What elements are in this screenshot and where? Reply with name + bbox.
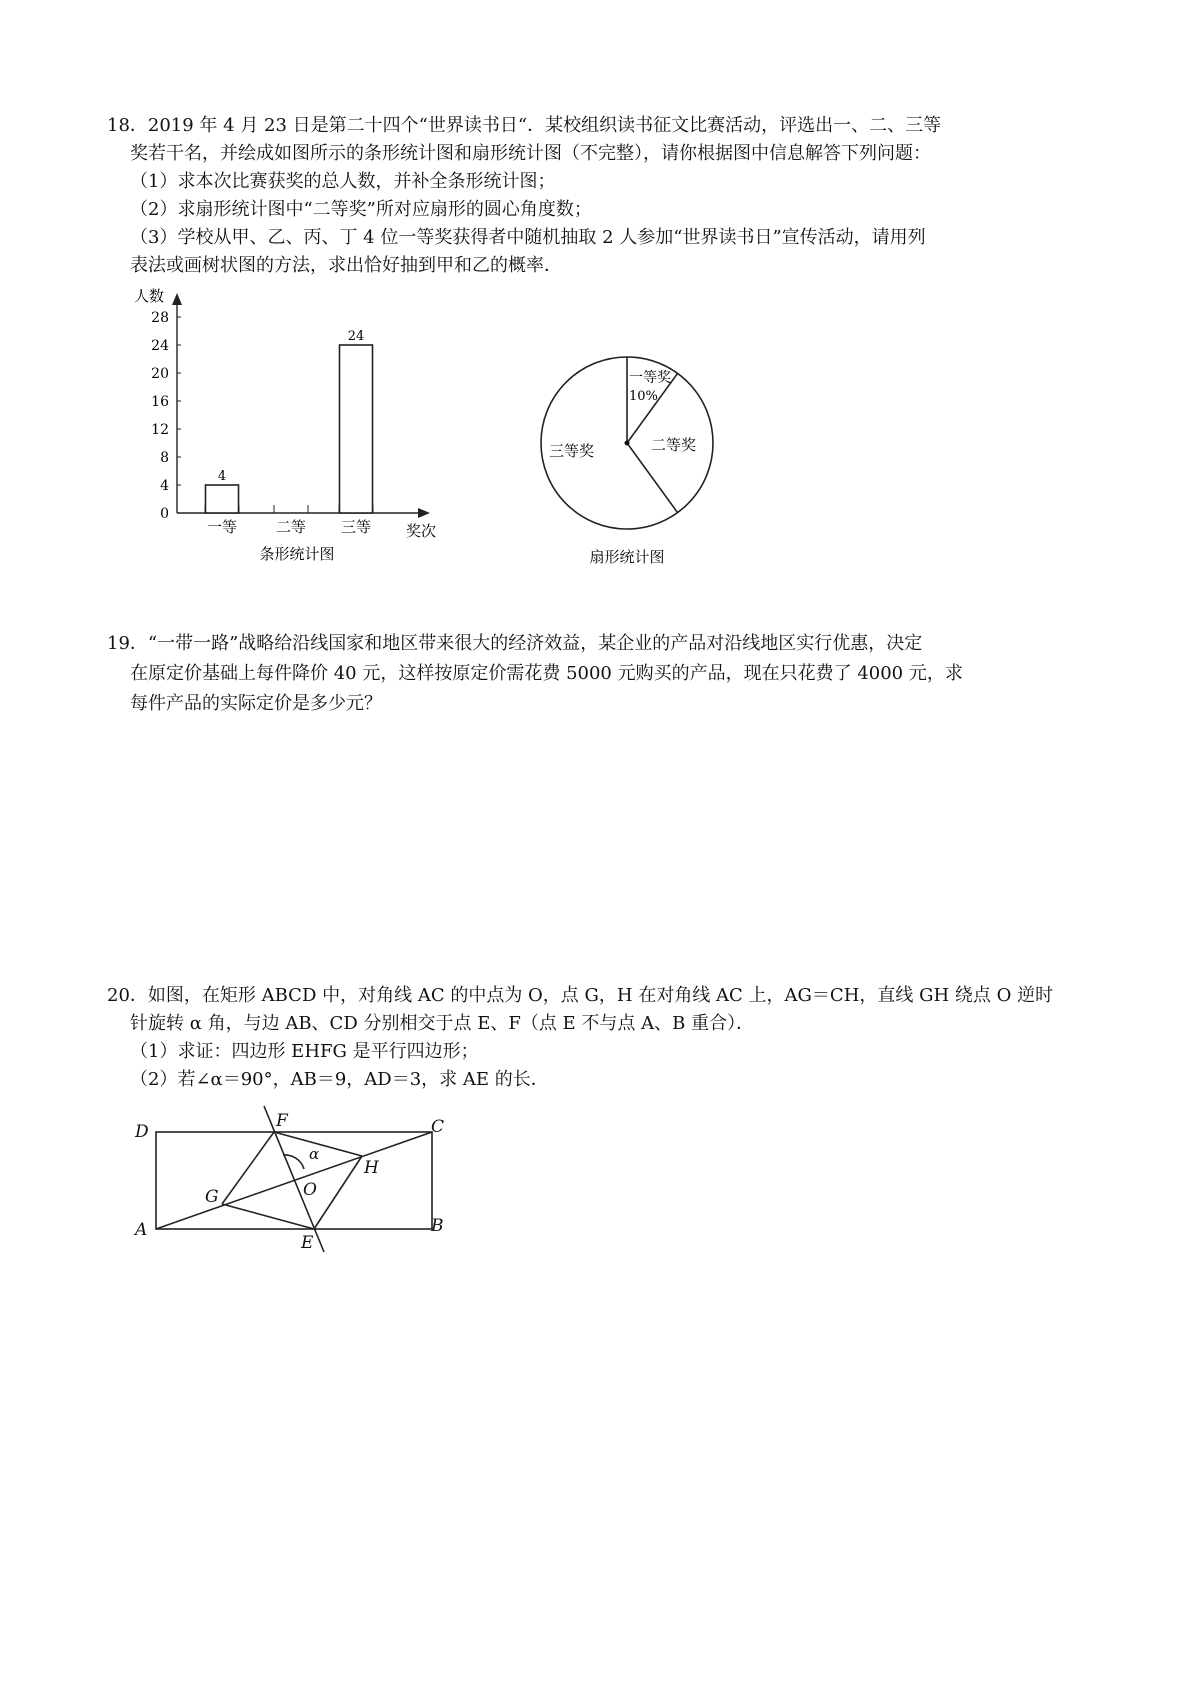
pie-chart-caption: 扇形统计图 bbox=[589, 548, 665, 566]
q20-part-2: （2）若∠α＝90°，AB＝9，AD＝3，求 AE 的长． bbox=[130, 1069, 549, 1090]
segment-gf bbox=[222, 1132, 274, 1204]
bar-chart-caption: 条形统计图 bbox=[259, 545, 335, 563]
q18-part-2: （2）求扇形统计图中“二等奖”所对应扇形的圆心角度数； bbox=[130, 199, 592, 220]
pie-percent-first: 10% bbox=[629, 389, 658, 404]
q19-line-3: 每件产品的实际定价是多少元？ bbox=[130, 693, 382, 714]
q20-part-1: （1）求证：四边形 EHFG 是平行四边形； bbox=[130, 1041, 479, 1062]
q19-line-1: 19．“一带一路”战略给沿线国家和地区带来很大的经济效益，某企业的产品对沿线地区实行优惠，决定 bbox=[107, 633, 923, 654]
y-tick-label: 28 bbox=[151, 310, 169, 326]
bar-data-label: 4 bbox=[217, 469, 227, 484]
label-a: A bbox=[135, 1220, 148, 1240]
y-tick-label: 12 bbox=[151, 422, 169, 438]
label-b: B bbox=[431, 1216, 444, 1236]
y-tick-label: 4 bbox=[160, 478, 169, 494]
pie-label-first: 一等奖 bbox=[629, 370, 671, 386]
bar bbox=[206, 485, 239, 513]
label-o: O bbox=[303, 1180, 317, 1200]
label-e: E bbox=[301, 1233, 314, 1253]
label-d: D bbox=[135, 1122, 149, 1142]
y-tick-label: 0 bbox=[160, 506, 169, 522]
label-alpha: α bbox=[309, 1145, 320, 1163]
x-tick-label: 三等 bbox=[340, 518, 372, 536]
q18-part-3-cont: 表法或画树状图的方法，求出恰好抽到甲和乙的概率． bbox=[130, 255, 562, 276]
y-tick-label: 16 bbox=[151, 394, 169, 410]
q18-line-1: 18．2019 年 4 月 23 日是第二十四个“世界读书日“．某校组织读书征文比赛活动，评选出一、二、三等 bbox=[107, 115, 942, 136]
q20-line-2: 针旋转 α 角，与边 AB、CD 分别相交于点 E、F（点 E 不与点 A、B 重合）． bbox=[130, 1013, 755, 1034]
x-tick-label: 二等 bbox=[275, 518, 307, 536]
segment-eg bbox=[222, 1204, 314, 1229]
x-axis-label: 奖次 bbox=[406, 522, 437, 540]
x-tick-label: 一等 bbox=[206, 518, 238, 536]
line-ef bbox=[264, 1106, 324, 1252]
rectangle-figure bbox=[125, 1105, 465, 1265]
q18-part-3: （3）学校从甲、乙、丙、丁 4 位一等奖获得者中随机抽取 2 人参加“世界读书日”宣传活动，请用列 bbox=[130, 227, 926, 248]
label-f: F bbox=[276, 1111, 288, 1131]
y-tick-label: 8 bbox=[160, 450, 169, 466]
label-g: G bbox=[205, 1187, 219, 1207]
pie-chart bbox=[510, 340, 710, 580]
y-tick-label: 24 bbox=[151, 338, 169, 354]
bar bbox=[340, 345, 373, 513]
y-axis-arrow bbox=[172, 293, 182, 305]
y-tick-label: 20 bbox=[151, 366, 169, 382]
pie-label-third: 三等奖 bbox=[549, 442, 595, 460]
x-axis-arrow bbox=[418, 508, 430, 518]
q20-line-1: 20．如图，在矩形 ABCD 中，对角线 AC 的中点为 O，点 G，H 在对角线 AC 上，AG＝CH，直线 GH 绕点 O 逆时 bbox=[107, 985, 1054, 1006]
bar-data-label: 24 bbox=[347, 329, 365, 344]
label-c: C bbox=[431, 1117, 445, 1137]
pie-center bbox=[625, 441, 630, 446]
label-h: H bbox=[364, 1158, 379, 1178]
q19-line-2: 在原定价基础上每件降价 40 元，这样按原定价需花费 5000 元购买的产品，现在只花费了 4000 元，求 bbox=[130, 663, 963, 684]
q18-line-2: 奖若干名，并绘成如图所示的条形统计图和扇形统计图（不完整），请你根据图中信息解答下列问题： bbox=[130, 143, 931, 164]
pie-label-second: 二等奖 bbox=[651, 436, 697, 454]
segment-he bbox=[314, 1156, 362, 1229]
y-axis-label: 人数 bbox=[134, 287, 165, 305]
q18-part-1: （1）求本次比赛获奖的总人数，并补全条形统计图； bbox=[130, 171, 556, 192]
bar-chart bbox=[130, 285, 460, 585]
